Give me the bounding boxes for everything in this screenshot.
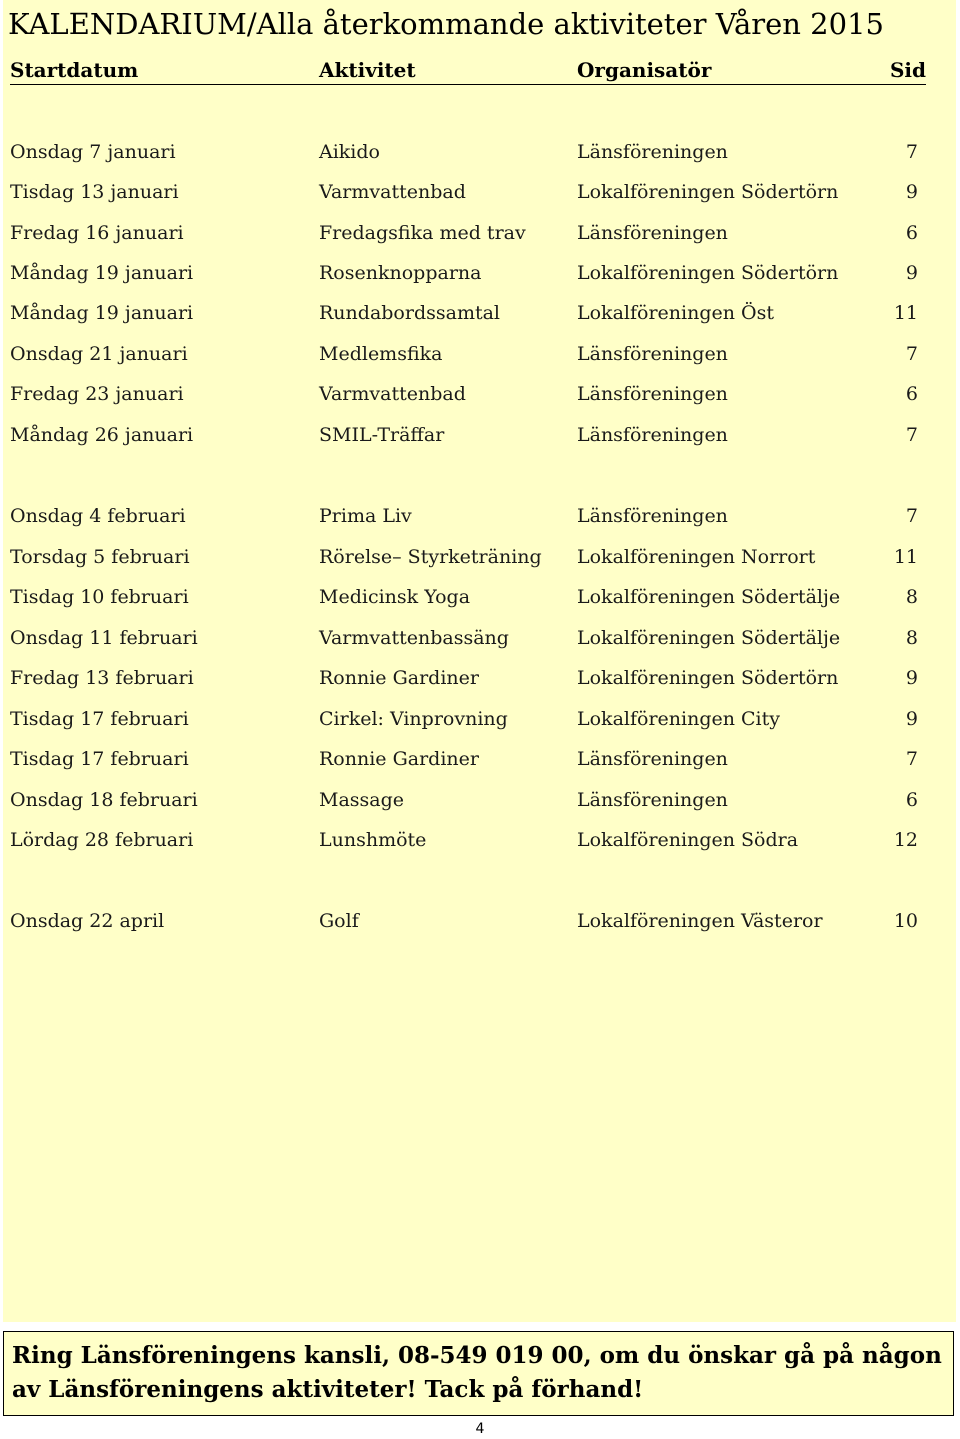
row-activity: Rosenknopparna (319, 262, 482, 284)
row-organizer: Lokalföreningen Södra (577, 829, 799, 851)
row-page: 11 (893, 546, 918, 568)
table-row (10, 785, 926, 815)
row-organizer: Lokalföreningen Norrort (577, 546, 816, 568)
row-page: 9 (905, 181, 918, 203)
row-page: 12 (893, 829, 918, 851)
row-organizer: Länsföreningen (577, 505, 728, 527)
row-activity: Lunshmöte (319, 829, 427, 851)
row-activity: Prima Liv (319, 505, 412, 527)
row-page: 8 (905, 627, 918, 649)
table-row (10, 663, 926, 693)
row-page: 6 (905, 383, 918, 405)
row-activity: Varmvattenbad (319, 181, 466, 203)
page-number: 4 (475, 1421, 485, 1437)
table-row (10, 623, 926, 653)
row-organizer: Lokalföreningen Södertörn (577, 181, 839, 203)
row-organizer: Länsföreningen (577, 141, 728, 163)
row-date: Onsdag 7 januari (10, 141, 176, 163)
table-row (10, 177, 926, 207)
column-header-page: Sid (889, 58, 926, 82)
row-date: Onsdag 11 februari (10, 627, 198, 649)
row-organizer: Länsföreningen (577, 748, 728, 770)
table-row (10, 704, 926, 734)
table-header (10, 56, 926, 85)
row-date: Tisdag 17 februari (10, 708, 189, 730)
row-page: 7 (905, 424, 918, 446)
row-page: 9 (905, 708, 918, 730)
row-date: Fredag 13 februari (10, 667, 194, 689)
row-activity: Fredagsfika med trav (319, 222, 526, 244)
row-page: 7 (905, 505, 918, 527)
row-organizer: Lokalföreningen Södertälje (577, 627, 841, 649)
row-activity: Rörelse– Styrketräning (319, 546, 542, 568)
table-row (10, 339, 926, 369)
row-date: Fredag 23 januari (10, 383, 184, 405)
table-row (10, 137, 926, 167)
contact-notice: Ring Länsföreningens kansli, 08-549 019 00, om du önskar gå på någon av Länsföreningens aktiviteter! Tack på förhand! (12, 1342, 942, 1403)
row-activity: Varmvattenbad (319, 383, 466, 405)
row-date: Tisdag 17 februari (10, 748, 189, 770)
row-activity: Rundabordssamtal (319, 302, 501, 324)
row-activity: Ronnie Gardiner (319, 748, 479, 770)
table-row (10, 298, 926, 328)
column-header-date: Startdatum (10, 58, 139, 82)
row-date: Måndag 19 januari (10, 262, 194, 284)
row-activity: Cirkel: Vinprovning (319, 708, 508, 730)
row-page: 6 (905, 222, 918, 244)
row-date: Fredag 16 januari (10, 222, 184, 244)
row-date: Tisdag 13 januari (10, 181, 179, 203)
contact-notice-box (3, 1331, 954, 1416)
row-page: 6 (905, 789, 918, 811)
row-date: Lördag 28 februari (10, 829, 194, 851)
page-title: KALENDARIUM/Alla återkommande aktiviteter Våren 2015 (8, 7, 884, 41)
row-page: 8 (905, 586, 918, 608)
row-organizer: Lokalföreningen Västeror (577, 910, 823, 932)
row-page: 10 (893, 910, 918, 932)
table-row (10, 744, 926, 774)
row-activity: Aikido (319, 141, 380, 163)
row-organizer: Länsföreningen (577, 424, 728, 446)
row-organizer: Länsföreningen (577, 383, 728, 405)
row-organizer: Länsföreningen (577, 789, 728, 811)
column-header-organizer: Organisatör (577, 58, 712, 82)
table-row (10, 825, 926, 855)
row-date: Onsdag 4 februari (10, 505, 186, 527)
row-page: 7 (905, 141, 918, 163)
row-organizer: Lokalföreningen City (577, 708, 780, 730)
row-page: 11 (893, 302, 918, 324)
row-page: 7 (905, 748, 918, 770)
row-page: 7 (905, 343, 918, 365)
row-date: Torsdag 5 februari (10, 546, 190, 568)
row-page: 9 (905, 667, 918, 689)
row-activity: Varmvattenbassäng (319, 627, 509, 649)
row-date: Tisdag 10 februari (10, 586, 189, 608)
column-header-activity: Aktivitet (319, 58, 416, 82)
row-activity: Ronnie Gardiner (319, 667, 479, 689)
table-row (10, 420, 926, 450)
table-row (10, 906, 926, 936)
row-date: Onsdag 22 april (10, 910, 165, 932)
table-row (10, 582, 926, 612)
table-row (10, 542, 926, 572)
row-organizer: Lokalföreningen Södertörn (577, 667, 839, 689)
row-date: Onsdag 18 februari (10, 789, 198, 811)
row-date: Måndag 19 januari (10, 302, 194, 324)
row-page: 9 (905, 262, 918, 284)
table-row (10, 258, 926, 288)
table-row (10, 218, 926, 248)
row-organizer: Lokalföreningen Södertälje (577, 586, 841, 608)
row-activity: Golf (319, 910, 359, 932)
row-activity: Medicinsk Yoga (319, 586, 471, 608)
row-date: Onsdag 21 januari (10, 343, 188, 365)
row-activity: SMIL-Träffar (319, 424, 445, 446)
table-row (10, 379, 926, 409)
row-organizer: Lokalföreningen Södertörn (577, 262, 839, 284)
row-activity: Medlemsfika (319, 343, 443, 365)
table-row (10, 501, 926, 531)
row-organizer: Länsföreningen (577, 222, 728, 244)
row-activity: Massage (319, 789, 405, 811)
row-date: Måndag 26 januari (10, 424, 194, 446)
row-organizer: Lokalföreningen Öst (577, 302, 774, 324)
row-organizer: Länsföreningen (577, 343, 728, 365)
